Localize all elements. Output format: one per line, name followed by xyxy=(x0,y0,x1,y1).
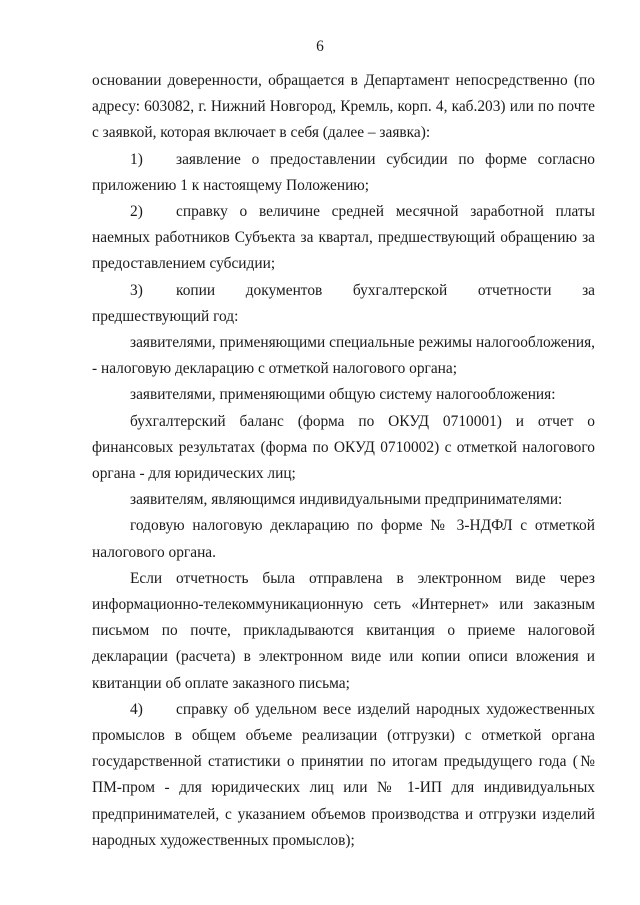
paragraph xyxy=(92,409,595,488)
paragraph-text: заявителями, применяющими специальные режимы налогообложения, - налоговую декларацию с отметкой налогового органа; xyxy=(92,334,595,378)
list-item-number: 2) xyxy=(130,203,143,221)
list-item-number: 3) xyxy=(130,281,143,299)
list-item-text: справку об удельном весе изделий народных художественных промыслов в общем объеме реализации (отгрузки) с отметкой органа государственной статистики о принятии по итогам предыдущего года (№ ПМ-пром - для юридических лиц или № 1-ИП для индивидуальных предпринимателей, с указанием объемов производства и отгрузки изделий народных художественных промыслов); xyxy=(92,700,595,849)
paragraph-text: Если отчетность была отправлена в электронном виде через информационно-телекоммуникационную сеть «Интернет» или заказным письмом по почте, прикладываются квитанция о приеме налоговой декларации (расчета) в электронном виде или копии описи вложения и квитанции об оплате заказного письма; xyxy=(92,569,595,692)
list-item-text: копии документов бухгалтерской отчетности за предшествующий год: xyxy=(92,281,595,325)
paragraph xyxy=(92,68,595,147)
list-item xyxy=(92,199,595,278)
document-body xyxy=(92,68,595,854)
paragraph xyxy=(92,330,595,382)
list-item-number: 4) xyxy=(130,700,143,718)
paragraph xyxy=(92,382,595,408)
paragraph xyxy=(92,487,595,513)
paragraph xyxy=(92,513,595,565)
paragraph-text: годовую налоговую декларацию по форме № 3-НДФЛ с отметкой налогового органа. xyxy=(92,517,595,561)
list-item xyxy=(92,278,595,330)
list-item-text: справку о величине средней месячной заработной платы наемных работников Субъекта за квартал, предшествующий обращению за предоставлением субсидии; xyxy=(92,203,595,273)
paragraph-text: бухгалтерский баланс (форма по ОКУД 0710001) и отчет о финансовых результатах (форма по ОКУД 0710002) с отметкой налогового органа - для юридических лиц; xyxy=(92,412,595,483)
page-number: 6 xyxy=(316,38,324,55)
list-item xyxy=(92,147,595,199)
paragraph-text: заявителям, являющимся индивидуальными предпринимателями: xyxy=(130,491,563,509)
paragraph xyxy=(92,566,595,697)
list-item xyxy=(92,697,595,854)
paragraph-text: заявителями, применяющими общую систему налогообложения: xyxy=(130,386,556,404)
list-item-text: заявление о предоставлении субсидии по форме согласно приложению 1 к настоящему Положению; xyxy=(92,150,595,194)
list-item-number: 1) xyxy=(130,150,143,168)
paragraph-text: основании доверенности, обращается в Департамент непосредственно (по адресу: 603082, г. Нижний Новгород, Кремль, корп. 4, каб.203) или по почте с заявкой, которая включает в себя (далее – заявка): xyxy=(92,72,595,142)
